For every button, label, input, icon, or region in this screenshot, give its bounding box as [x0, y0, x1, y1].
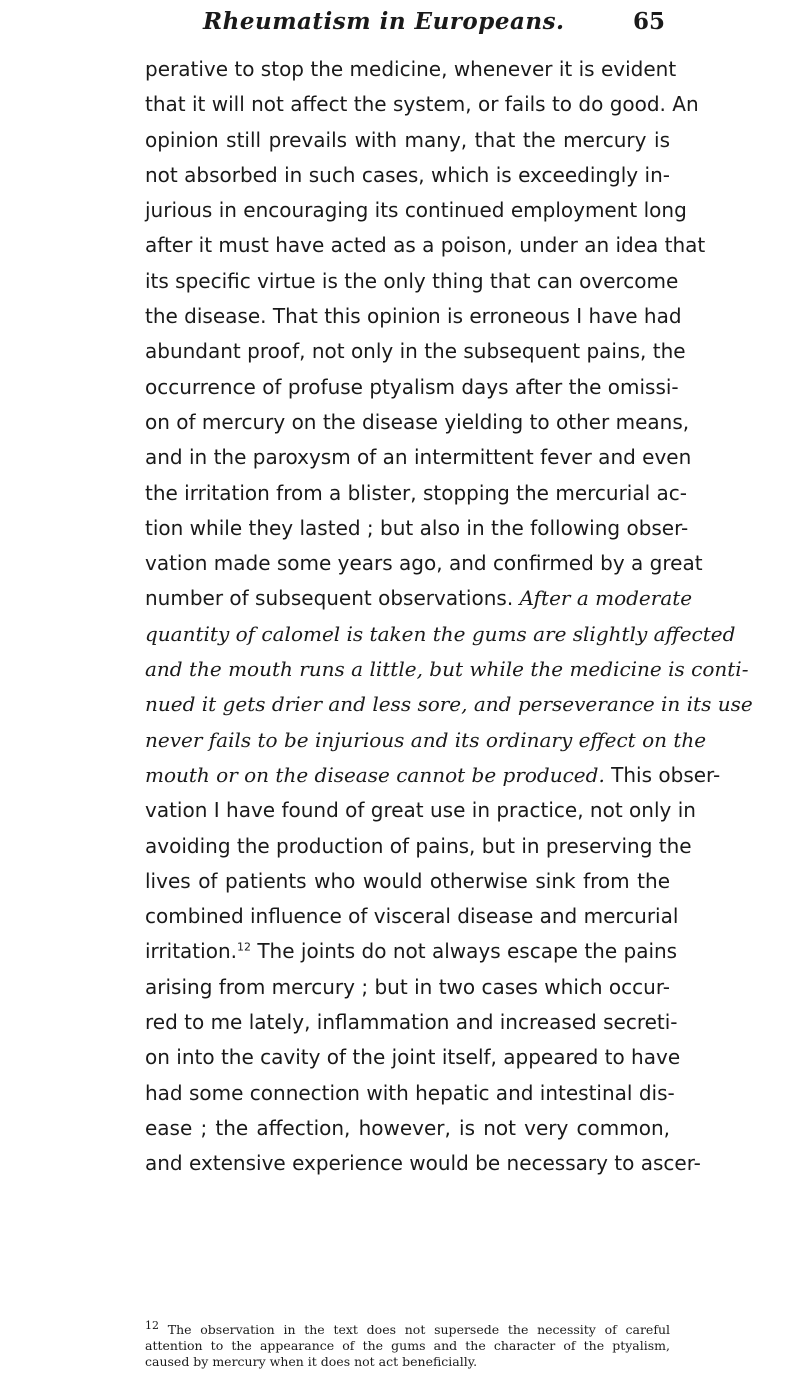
text-line: after it must have acted as a poison, under an idea that [145, 233, 706, 258]
text-line: the disease. That this opinion is erroneous I have had [145, 304, 682, 329]
footnote-reference: 12 [236, 940, 251, 954]
text-line: that it will not affect the system, or fails to do good. An [145, 92, 699, 117]
text-line: jurious in encouraging its continued employment long [145, 198, 687, 223]
text-line-italic: never fails to be injurious and its ordinary effect on the [145, 727, 707, 752]
text-line: and in the paroxysm of an intermittent fever and even [145, 445, 692, 470]
text-line: perative to stop the medicine, whenever it is evident [145, 57, 677, 81]
text-line: on of mercury on the disease yielding to other means, [145, 409, 690, 434]
footnote-line: caused by mercury when it does not act beneficially. [145, 1354, 478, 1369]
page-number: 65 [632, 8, 665, 35]
italic-segment: After a moderate [519, 586, 693, 611]
text-segment: irritation. [145, 939, 237, 964]
italic-segment: mouth or on the disease cannot be produced. [145, 762, 605, 787]
text-line-italic: and the mouth runs a little, but while the medicine is conti- [145, 657, 749, 682]
text-line: occurrence of profuse ptyalism days after the omissi- [145, 374, 679, 399]
text-line-italic: nued it gets drier and less sore, and perseverance in its use [145, 692, 753, 717]
text-line: lives of patients who would otherwise sink from the [145, 868, 670, 893]
text-line: combined influence of visceral disease and mercurial [145, 904, 679, 929]
text-line: arising from mercury ; but in two cases which occur- [145, 974, 670, 999]
text-line: tion while they lasted ; but also in the following obser- [145, 515, 689, 540]
footnote-line [145, 1318, 670, 1338]
text-segment: number of subsequent observations. [145, 586, 514, 611]
text-line: and extensive experience would be necessary to ascer- [145, 1151, 701, 1176]
text-line: ease ; the affection, however, is not very common, [145, 1115, 670, 1140]
text-line: the irritation from a blister, stopping the mercurial ac- [145, 480, 687, 505]
text-segment: The joints do not always escape the pains [257, 939, 678, 964]
text-line: avoiding the production of pains, but in preserving the [145, 833, 692, 858]
text-line [145, 758, 721, 793]
body-text [145, 52, 753, 1182]
footnote-marker: 12 [145, 1318, 159, 1332]
text-line: vation I have found of great use in practice, not only in [145, 798, 696, 823]
footnote-line: attention to the appearance of the gums and the character of the ptyalism, [145, 1338, 670, 1353]
text-line [145, 581, 693, 616]
text-segment: The observation in the text does not supersede the necessity of careful [167, 1322, 670, 1337]
text-line: not absorbed in such cases, which is exceedingly in- [145, 162, 670, 187]
text-line: on into the cavity of the joint itself, appeared to have [145, 1045, 681, 1070]
text-line [145, 934, 678, 969]
text-segment: This obser- [611, 762, 721, 787]
text-line: opinion still prevails with many, that the mercury is [145, 127, 670, 152]
text-line: abundant proof, not only in the subsequent pains, the [145, 339, 686, 364]
page-header [145, 8, 665, 48]
footnote [145, 1318, 670, 1370]
text-line: had some connection with hepatic and intestinal dis- [145, 1080, 675, 1105]
text-line: red to me lately, inflammation and increased secreti- [145, 1010, 678, 1035]
running-title: Rheumatism in Europeans. [203, 8, 565, 35]
text-line-italic: quantity of calomel is taken the gums are slightly affected [145, 621, 736, 646]
text-line: its specific virtue is the only thing that can overcome [145, 268, 679, 293]
text-line: vation made some years ago, and confirmed by a great [145, 551, 703, 576]
